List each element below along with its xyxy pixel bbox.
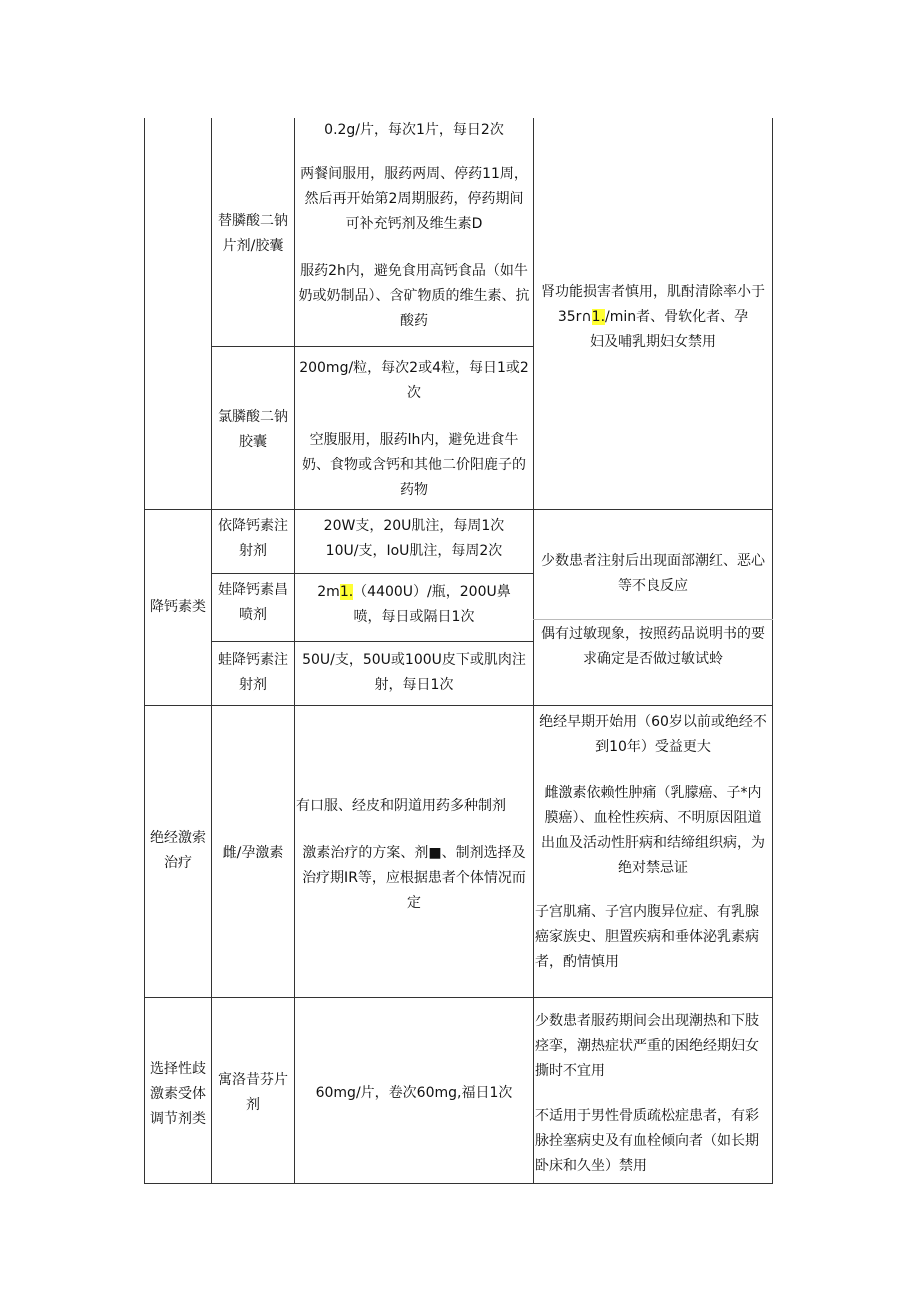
usage-etidronate-food: 服药2h内，避免食用高钙食品（如牛奶或奶制品）、含矿物质的维生素、抗酸药 <box>298 263 530 329</box>
caution-calcitonin-flush: 少数患者注射后出现面部潮红、恶心 等不良反应 <box>541 553 765 594</box>
drug-name-etidronate: 替膦酸二钠 片剂/胶囊 <box>218 213 288 254</box>
usage-salmon-spray: 2m1.（4400U）/瓶，200U鼻 喷，每日或隔日1次 <box>317 584 511 625</box>
category-menopause: 绝经激索 治疗 <box>150 830 206 871</box>
drug-name-estrogen-progestin: 雌/孕激素 <box>222 845 284 861</box>
usage-raloxifene: 60mg/片，卷次60mg,福日1次 <box>315 1085 513 1101</box>
usage-elcatonin: 20W支，20U肌注，每周1次 10U/支，IoU肌注，每周2次 <box>323 518 505 559</box>
drug-name-salmon-injection: 蛙降钙素注 射剂 <box>218 652 288 693</box>
caution-menopause-early: 绝经早期开始用（60岁以前或绝经不 到10年）受益更大 <box>539 714 767 755</box>
usage-menopause-plan: 激素治疗的方案、剂■、制剂选择及 治疗期IR等，应根据患者个体情况而 定 <box>302 845 526 911</box>
table-border-bottom <box>144 1183 773 1184</box>
usage-clodronate-dose: 200mg/粒，每次2或4粒，每日1或2次 <box>299 360 529 401</box>
drug-name-salmon-spray: 娃降钙素昌 喷剂 <box>218 582 288 623</box>
drug-name-clodronate: 氯膦酸二钠 胶囊 <box>218 409 288 450</box>
caution-divider-calcitonin <box>533 619 773 620</box>
caution-menopause-contraindication: 雌激素依赖性肿痛（乳朦癌、子*内 膜癌）、血栓性疾病、不明原因阻道 出血及活动性肝病和结缔组织病，为 绝对禁忌证 <box>541 785 765 876</box>
caution-calcitonin-allergy: 偶有过敏现象，按照药品说明书的要 求确定是否做过敏试蛉 <box>541 626 765 667</box>
highlight-mark: 1. <box>339 584 354 600</box>
row-divider-salmon-spray <box>211 573 533 574</box>
usage-salmon-injection: 50U/支，50U或100U皮下或肌肉注 射，每日1次 <box>302 652 526 693</box>
table-border-right <box>772 118 773 1184</box>
drug-name-raloxifene: 寓洛昔芬片 剂 <box>218 1072 288 1113</box>
row-divider-clodronate <box>211 346 533 347</box>
usage-clodronate-fasting: 空腹服用，服药lh内，避免进食牛奶、食物或含钙和其他二价阳鹿子的药物 <box>302 432 526 498</box>
row-divider-calcitonin <box>144 509 773 510</box>
column-divider-2 <box>294 118 295 1184</box>
usage-menopause-forms: 有口服、经皮和阴道用药多种制剂 <box>296 798 506 814</box>
row-divider-serm <box>144 997 773 998</box>
row-divider-menopause <box>144 705 773 706</box>
category-calcitonin: 降钙素类 <box>150 599 206 615</box>
caution-serm-hotflash: 少数患者服药期间会出现潮热和下肢 痉挛，潮热症状严重的困绝经期妇女 撕时不宜用 <box>535 1013 759 1079</box>
usage-etidronate-cycle: 两餐间服用，服药两周、停药11周，然后再开始第2周期服药，停药期间可补充钙剂及维生素D <box>300 166 528 232</box>
table-border-left <box>144 118 145 1184</box>
usage-etidronate-dose: 0.2g/片，每次1片，每日2次 <box>324 122 504 138</box>
category-serm: 选择性歧 激素受体 调节剂类 <box>150 1061 206 1127</box>
row-divider-salmon-injection <box>211 641 533 642</box>
caution-serm-contraindication: 不适用于男性骨质疏松症患者，有彩 脉拴塞病史及有血栓倾向者（如长期 卧床和久坐）禁用 <box>535 1108 759 1174</box>
drug-name-elcatonin: 依降钙素注 射剂 <box>218 518 288 559</box>
highlight-mark: 1. <box>591 309 606 325</box>
caution-diphosphonate: 肾功能损害者慎用，肌酎清除率小于 35r∩1./min者、骨软化者、孕 妇及哺乳期妇女禁用 <box>541 284 765 350</box>
caution-menopause-cautious: 子宫肌痛、子宫内腹异位症、有乳腺 癌家族史、胆置疾病和垂体泌乳素病 者，酌情慎用 <box>535 904 759 970</box>
